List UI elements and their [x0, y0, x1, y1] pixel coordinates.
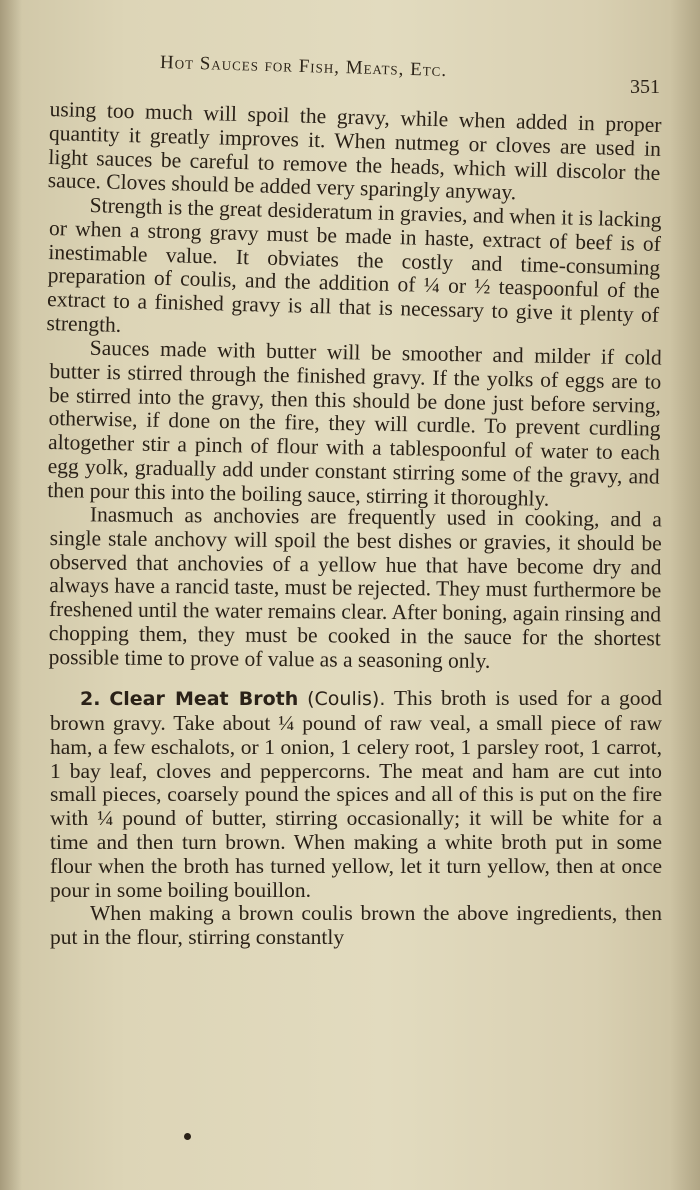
recipe-text: This broth is used for a good brown gravy. Take about ¼ pound of raw veal, a small piece of raw ham, a few eschalots, or 1 onion, 1 celery root, 1 parsley root, 1 carrot, 1 bay leaf, cloves and peppercorns. The meat and ham are cut into small pieces, coarsely pound the spices and all of this is put on the fire with ¼ pound of butter, stirring occasionally; it will be white for a time and then turn brown. When making a white broth put in some flour when the broth has turned yellow, let it turn yellow, then at once pour in some boiling bouillon. — [50, 686, 662, 902]
recipe-clear-meat-broth — [50, 687, 662, 902]
running-title: Hot Sauces for Fish, Meats, Etc. — [159, 52, 448, 82]
page-header — [159, 48, 668, 98]
paragraph-brown-coulis: When making a brown coulis brown the above ingredients, then put in the flour, stirring constantly — [50, 901, 662, 950]
page-number: 351 — [630, 76, 660, 98]
recipe-alt-name: (Coulis). — [307, 688, 386, 711]
paragraph-gravy-spices: using too much will spoil the gravy, while when added in proper quantity it greatly improves it. When nutmeg or cloves are used in light sauces be careful to remove the heads, which will discolor the sauce. Cloves should be added very sparingly anyway. — [47, 97, 662, 205]
body-text — [46, 97, 662, 950]
recipe-title: Clear Meat Broth — [109, 688, 299, 711]
ink-dot — [184, 1133, 191, 1140]
paragraph-anchovies: Inasmuch as anchovies are frequently used in cooking, and a single stale anchovy will spoil the best dishes or gravies, it should be observed that anchovies of a yellow hue that have become dry and always have a rancid taste, must be rejected. They must furthermore be freshened until the water remains clear. After boning, again rinsing and chopping them, they must be cooked in the sauce for the shortest possible time to prove of value as a seasoning only. — [48, 501, 662, 673]
recipe-number: 2. — [80, 688, 101, 711]
paragraph-butter-sauces: Sauces made with butter will be smoother and milder if cold butter is stirred through the finished gravy. If the yolks of eggs are to be stirred into the gravy, then this should be done just before serving, otherwise, if done on the fire, they will curdle. To prevent curdling altogether stir a pinch of flour with a tablespoonful of water to each egg yolk, gradually add under constant stirring some of the gravy, and then pour this into the boiling sauce, stirring it thoroughly. — [47, 335, 662, 511]
paragraph-strength: Strength is the great desideratum in gravies, and when it is lacking or when a strong gravy must be made in haste, extract of beef is of inestimable value. It obviates the costly and time-consuming preparation of coulis, and the addition of ¼ or ½ teaspoonful of the extract to a finished gravy is all that is necessary to give it plenty of strength. — [46, 193, 662, 338]
